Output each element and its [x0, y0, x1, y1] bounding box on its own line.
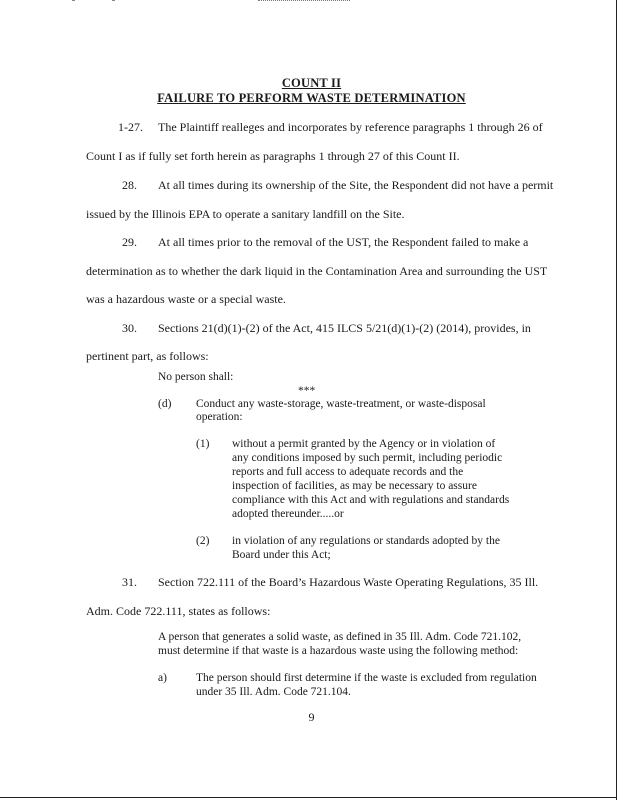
paragraph-number: 31.: [122, 575, 137, 589]
paragraph-text: issued by the Illinois EPA to operate a sanitary landfill on the Site.: [86, 207, 405, 221]
paragraph-text: Sections 21(d)(1)-(2) of the Act, 415 ILCS 5/21(d)(1)-(2) (2014), provides, in: [158, 321, 531, 335]
quote-item-text: The person should first determine if the waste is excluded from regulation: [196, 672, 537, 684]
quote-item-text: under 35 Ill. Adm. Code 721.104.: [196, 686, 351, 698]
paragraph-text: determination as to whether the dark liquid in the Contamination Area and surrounding the UST: [86, 264, 548, 278]
quote-intro: A person that generates a solid waste, as defined in 35 Ill. Adm. Code 721.102,: [158, 631, 522, 643]
quote-subitem-text: inspection of facilities, as may be necessary to assure: [232, 480, 477, 492]
quote-subitem-label: (1): [196, 438, 210, 450]
paragraph-text: Adm. Code 722.111, states as follows:: [86, 604, 271, 618]
page-edge-bottom: [0, 797, 617, 798]
page-number: 9: [308, 710, 315, 724]
quote-subitem-label: (2): [196, 535, 210, 547]
paragraph-text: At all times during its ownership of the Site, the Respondent did not have a permit: [158, 178, 554, 192]
quote-subitem-text: adopted thereunder.....or: [232, 508, 344, 520]
count-heading: COUNT II: [281, 76, 342, 90]
paragraph-text: was a hazardous waste or a special waste.: [86, 292, 286, 306]
scan-artifact-dot: [72, 0, 75, 1]
paragraph-text: Count I as if fully set forth herein as paragraphs 1 through 27 of this Count II.: [86, 149, 460, 163]
paragraph-text: At all times prior to the removal of the UST, the Respondent failed to make a: [158, 235, 529, 249]
paragraph-number: 28.: [122, 178, 137, 192]
quote-subitem-text: without a permit granted by the Agency or in violation of: [232, 438, 496, 450]
paragraph-text: pertinent part, as follows:: [86, 349, 209, 363]
quote-subitem-text: reports and full access to adequate records and the: [232, 466, 464, 478]
quote-subitem-text: any conditions imposed by such permit, including periodic: [232, 452, 503, 464]
quote-item-text: Conduct any waste-storage, waste-treatment, or waste-disposal: [196, 398, 486, 410]
quote-subitem-text: compliance with this Act and with regulations and standards: [232, 494, 510, 506]
quote-item-label: a): [158, 672, 167, 684]
paragraph-text: Section 722.111 of the Board’s Hazardous Waste Operating Regulations, 35 Ill.: [158, 575, 539, 589]
paragraph-number: 29.: [122, 235, 137, 249]
section-title: FAILURE TO PERFORM WASTE DETERMINATION: [157, 91, 466, 105]
quote-intro: No person shall:: [158, 371, 234, 383]
quote-item-text: operation:: [196, 411, 243, 423]
paragraph-text: The Plaintiff realleges and incorporates by reference paragraphs 1 through 26 of: [158, 120, 543, 134]
scan-artifact-dot: [112, 0, 115, 1]
page-edge-right: [616, 0, 617, 800]
quote-item-label: (d): [158, 398, 172, 410]
quote-subitem-text: Board under this Act;: [232, 549, 331, 561]
quote-intro: must determine if that waste is a hazardous waste using the following method:: [158, 645, 519, 657]
quote-ellipsis: ***: [298, 385, 316, 397]
paragraph-number: 1-27.: [118, 120, 143, 134]
scan-artifact-top: [258, 0, 350, 2]
paragraph-number: 30.: [122, 321, 137, 335]
quote-subitem-text: in violation of any regulations or standards adopted by the: [232, 535, 500, 547]
